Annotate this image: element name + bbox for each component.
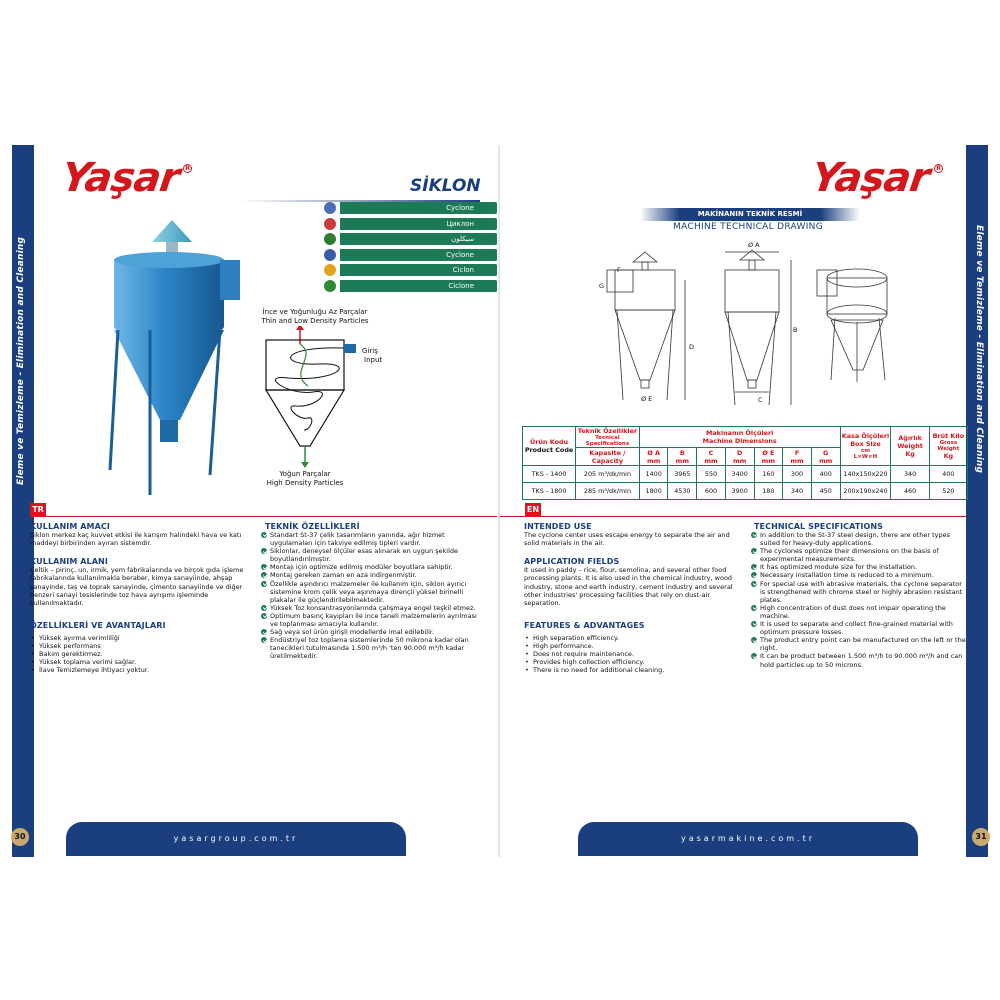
list-item: It has optimized module size for the installation. [751,563,966,571]
diagram-top-label-tr: İnce ve Yoğunluğu Az Parçalar [262,308,368,316]
list-item: • High separation efficiency. [524,634,740,642]
table-cell-a: 1800 [639,483,668,500]
pt-flag-icon [324,280,336,292]
language-row [324,249,500,262]
list-item: Sağ veya sol ürün girişli modellerde imal edilebilir. [261,628,481,636]
table-header-capacity: Kapasite / Capacity [576,448,640,466]
table-row [523,483,968,500]
table-cell-box: 200x190x240 [840,483,891,500]
us-flag-icon [324,202,336,214]
sa-flag-icon [324,233,336,245]
list-item: Optimum basınç kayıpları ile ince taneli malzemelerin ayrılması ve toplanması amacıyla kullanılır. [261,612,481,628]
table-cell-d: 3400 [725,466,754,483]
table-cell-e: 160 [754,466,783,483]
list-item: • Provides high collection efficiency. [524,658,740,666]
list-item: • Yüksek ayırma verimliliği [30,634,245,642]
tr-area-text: Çeltik – pirinç, un, irmik, yem fabrikalarında ve birçok gıda işleme fabrikalarında kullanılmakla beraber, kimya sanayiinde, ahşap sanayinde, taş ve toprak sanayinde, çimento sanayiinde ve diğer benzeri sanayi tesislerinde toz hava ayrışımı işleminde kullanılmaktadır. [30,566,244,608]
list-item: In addition to the St-37 steel design, there are other types suited for heavy-duty applications. [751,531,966,547]
table-header-gross: Brüt Kilo Gross Weight Kg [929,427,967,466]
table-cell-c: 550 [697,466,726,483]
tr-area-title: KULLANIM ALANI [30,557,108,566]
en-features-title: FEATURES & ADVANTAGES [524,621,645,630]
en-area-title: APPLICATION FIELDS [524,557,620,566]
language-label: Cyclone [340,202,498,214]
tr-language-tag: TR [30,503,46,516]
en-language-tag: EN [526,505,540,514]
drawing-label-d: D [689,343,695,351]
list-item: Özellikle aşındırıcı malzemeler ile kullanım için, siklon ayırıcı sistemine krom çelik veya aşınmaya dirençli yüksel birinelli plakalar ile güçlendirilebilmektedir. [261,580,481,604]
left-page-number: 30 [11,828,29,846]
table-cell-d: 3900 [725,483,754,500]
fr-flag-icon [324,249,336,261]
tr-usage-title: KULLANIM AMACI [30,522,110,531]
list-item: It can be product between 1.500 m³/h to 90.000 m³/h and can hold particles up to 50 microns. [751,652,966,668]
table-header-dim: C mm [697,448,726,466]
list-item: Yüksek Toz konsantrasyonlarında çalışmaya engel teşkil etmez. [261,604,481,612]
list-item: • Does not require maintenance. [524,650,740,658]
table-header-dim: B mm [668,448,697,466]
tr-red-rule [30,516,500,517]
diagram-top-label-en: Thin and Low Density Particles [261,317,369,325]
left-footer-bar[interactable]: yasargroup.com.tr [66,822,406,856]
list-item: The cyclones optimize their dimensions on the basis of experimental measurements. [751,547,966,563]
cyclone-illustration [100,220,250,500]
list-item: Siklonlar, deneysel ölçüler esas alınarak en uygun şekilde boyutlandırılmıştır. [261,547,481,563]
left-side-text: Eleme ve Temizleme - Elimination and Cleaning [16,236,26,485]
language-row [324,264,500,277]
drawing-label-c: C [758,396,763,404]
en-tech-title: TECHNICAL SPECIFICATIONS [754,522,884,531]
list-item: • High performance. [524,642,740,650]
en-tech-list [751,531,966,669]
list-item: Montajı için optimize edilmiş modüler boyutlara sahiptir. [261,563,481,571]
table-header-weight: Ağırlık Weight Kg [891,427,929,466]
table-header-tech: Teknik Özellikler Tecnical Specifications [576,427,640,448]
tr-tech-title: TEKNİK ÖZELLİKLERİ [265,522,360,531]
table-cell-b: 4530 [668,483,697,500]
language-label: Ciclon [340,264,498,276]
list-item: Montaj gereken zaman en aza indirgenmiştir. [261,571,481,579]
table-cell-capacity: 285 m³/dk/min [576,483,640,500]
list-item: • Yüksek toplama verimi sağlar. [30,658,245,666]
table-cell-code: TKS - 1400 [523,466,576,483]
list-item: Standart St-37 çelik tasarımların yanında, ağır hizmet uygulamaları için takviye edilmiş tipleri vardır. [261,531,481,547]
table-cell-e: 180 [754,483,783,500]
list-item: It is used to separate and collect fine-grained material with optimum pressure losses. [751,620,966,636]
table-cell-a: 1400 [639,466,668,483]
list-item: • İlave Temizlemeye ihtiyacı yoktur. [30,666,245,674]
en-red-rule [500,516,966,517]
diagram-bottom-label-tr: Yoğun Parçalar [279,470,331,478]
right-logo: Yaşar [808,155,932,201]
language-label: سيكلون [340,233,498,245]
right-footer-bar[interactable]: yasarmakine.com.tr [578,822,918,856]
table-header-dimensions: Makinanın Ölçüleri Machine Dimensions [639,427,840,448]
table-cell-gross: 520 [929,483,967,500]
table-cell-gross: 400 [929,466,967,483]
spec-table [522,426,968,500]
table-cell-f: 300 [783,466,812,483]
left-logo: Yaşar [58,155,182,201]
diagram-bottom-label-en: High Density Particles [266,479,344,487]
tr-usage-text: Siklon merkez kaç kuvvet etkisi ile karışım halindeki hava ve katı maddeyi birbirinden ayıran sistemdir. [30,531,242,548]
list-item: Necessary installation time is reduced to a minimum. [751,571,966,579]
language-label: Ciclone [340,280,498,292]
list-item: • There is no need for additional cleaning. [524,666,740,674]
ru-flag-icon [324,218,336,230]
right-logo-reg-mark: R [934,164,943,173]
drawing-label-b: B [793,326,798,334]
drawing-label-a: Ø A [748,241,760,249]
es-flag-icon [324,264,336,276]
language-label: Циклон [340,218,498,230]
right-side-text: Eleme ve Temizleme - Elimination and Cleaning [974,225,984,474]
language-row [324,202,500,215]
table-header-dim: Ø A mm [639,448,668,466]
table-header-dim: Ø E mm [754,448,783,466]
language-label: Cyclone [340,249,498,261]
table-cell-capacity: 205 m³/dk/min [576,466,640,483]
page-title: SİKLON [410,176,481,196]
en-area-text: It used in paddy – rice, flour, semolina, and several other food processing plants. It is also used in the chemical industry, wood industry, stone and earth industry, cement industry and several other industries' processing facilities that rely on dust-air separation. [524,566,733,608]
en-features-list [524,634,740,674]
diagram-input-label-tr: Giriş [362,347,378,355]
technical-drawing-subtitle: MACHINE TECHNICAL DRAWING [673,222,823,232]
right-page-number: 31 [972,828,990,846]
drawing-label-e: Ø E [641,395,653,403]
list-item: High concentration of dust does not impair operating the machine. [751,604,966,620]
cyclone-flow-diagram [258,326,368,476]
table-cell-weight: 460 [891,483,929,500]
tr-tech-list [261,531,481,661]
table-cell-g: 450 [811,483,840,500]
drawing-label-g: G [599,282,605,290]
en-usage-text: The cyclone center uses escape energy to separate the air and solid materials in the air. [524,531,730,548]
language-row [324,218,500,231]
table-header-dim: G mm [811,448,840,466]
technical-drawing [595,240,915,420]
table-cell-f: 340 [783,483,812,500]
tr-features-title: ÖZELLİKLERİ VE AVANTAJLARI [30,621,166,630]
list-item: The product entry point can be manufactured on the left or the right. [751,636,966,652]
left-logo-reg-mark: R [183,164,192,173]
table-row [523,466,968,483]
list-item: • Yüksek performans [30,642,245,650]
table-header-dim: F mm [783,448,812,466]
drawing-label-f: F [617,266,621,274]
list-item: For special use with abrasive materials, the cyclone separator is strengthened with chrome steel or highly abrasion resistant plates. [751,580,966,604]
list-item: Endüstriyel toz toplama sistemlerinde 50 mikrona kadar olan tanecikleri tutulmasında 1.500 m³/h 'ten 90.000 m³/h kadar üretilmektedir. [261,636,481,660]
table-cell-g: 400 [811,466,840,483]
table-cell-b: 3965 [668,466,697,483]
language-row [324,280,500,293]
table-header-dim: D mm [725,448,754,466]
table-cell-weight: 340 [891,466,929,483]
diagram-input-label-en: Input [364,356,383,364]
technical-drawing-banner: MAKİNANIN TEKNİK RESMİ [640,208,860,221]
en-usage-title: INTENDED USE [524,522,592,531]
list-item: • Bakım gerektirmez. [30,650,245,658]
tr-features-list [30,634,245,674]
table-cell-c: 600 [697,483,726,500]
table-cell-code: TKS - 1800 [523,483,576,500]
table-cell-box: 140x150x220 [840,466,891,483]
table-header-code: Ürün Kodu Product Code [523,427,576,466]
language-row [324,233,500,246]
table-header-box: Kasa Ölçüleri Box Size cm L×W×H [840,427,891,466]
